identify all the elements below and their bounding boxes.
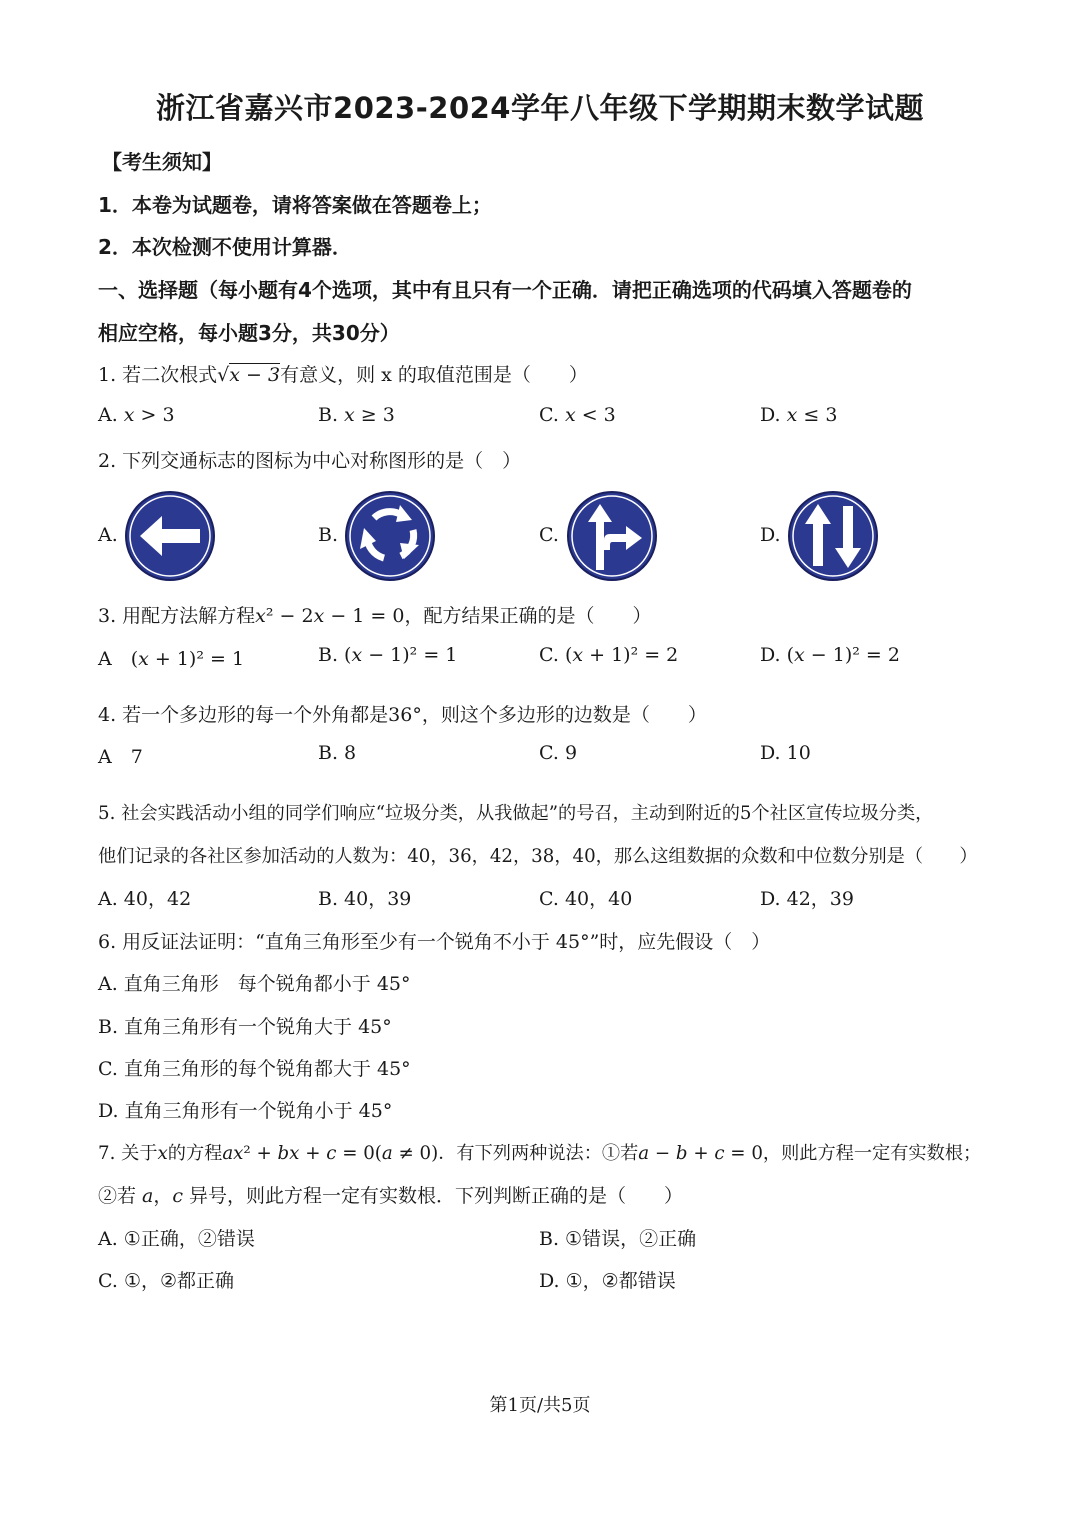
page-number: 第1页/共5页 [489, 1395, 591, 1416]
question-5-option-a: A. 40，42 [98, 888, 192, 910]
question-5-stem-line-1: 5. 社会实践活动小组的同学们响应“垃圾分类，从我做起”的号召，主动到附近的5个社区宣传垃圾分类， [98, 803, 934, 824]
question-1-stem-prefix: 1. 若二次根式 [98, 364, 218, 386]
radicand: x − 3 [229, 364, 281, 386]
question-1-option-c: C. 𝑥 < 3 [539, 404, 616, 426]
section-heading-line-1: 一、选择题（每小题有4个选项，其中有且只有一个正确．请把正确选项的代码填入答题卷的 [98, 278, 912, 302]
question-4-option-d: D. 10 [760, 742, 811, 764]
section-heading-line-2: 相应空格，每小题3分，共30分） [98, 321, 400, 345]
question-1-stem [98, 360, 588, 387]
question-1-option-a: A. 𝑥 > 3 [98, 404, 175, 426]
question-7-option-c: C. ①，②都正确 [98, 1270, 235, 1292]
question-3-option-b: B. (𝑥 − 1)² = 1 [318, 644, 458, 666]
question-5-stem-line-2: 他们记录的各社区参加活动的人数为：40，36，42，38，40，那么这组数据的众数和中位数分别是（ ） [98, 846, 978, 867]
question-2-option-b: B. [318, 524, 339, 546]
question-7-option-b: B. ①错误，②正确 [539, 1228, 697, 1250]
notice-item-2: 2．本次检测不使用计算器． [98, 235, 352, 259]
question-5-option-b: B. 40，39 [318, 888, 412, 910]
question-3-stem: 3. 用配方法解方程𝑥² − 2𝑥 − 1 = 0，配方结果正确的是（ ） [98, 605, 652, 627]
question-1-option-b: B. 𝑥 ≥ 3 [318, 404, 395, 426]
question-4-option-b: B. 8 [318, 742, 357, 764]
question-6-option-a: A. 直角三角形 每个锐角都小于 45° [98, 973, 411, 995]
question-4-option-c: C. 9 [539, 742, 578, 764]
question-6-stem: 6. 用反证法证明：“直角三角形至少有一个锐角不小于 45°”时，应先假设（ ） [98, 931, 771, 953]
straight-or-right-sign-icon [566, 490, 658, 582]
page-title: 浙江省嘉兴市2023-2024学年八年级下学期期末数学试题 [156, 91, 924, 125]
question-6-option-d: D. 直角三角形有一个锐角小于 45° [98, 1100, 393, 1122]
question-3-option-c: C. (𝑥 + 1)² = 2 [539, 644, 679, 666]
question-1-option-d: D. 𝑥 ≤ 3 [760, 404, 838, 426]
question-3-option-a: A (𝑥 + 1)² = 1 [98, 648, 245, 670]
question-2-option-d: D. [760, 524, 781, 546]
notice-item-1: 1．本卷为试题卷，请将答案做在答题卷上； [98, 193, 492, 217]
question-7-option-d: D. ①，②都错误 [539, 1270, 676, 1292]
question-4-stem: 4. 若一个多边形的每一个外角都是36°，则这个多边形的边数是（ ） [98, 704, 707, 726]
roundabout-sign-icon [344, 490, 436, 582]
question-6-option-c: C. 直角三角形的每个锐角都大于 45° [98, 1058, 411, 1080]
sqrt-symbol: √ [217, 364, 230, 386]
question-7-stem-line-2: ②若 𝑎，𝑐 异号，则此方程一定有实数根．下列判断正确的是（ ） [98, 1185, 684, 1207]
question-2-option-a: A. [98, 524, 118, 546]
question-3-option-d: D. (𝑥 − 1)² = 2 [760, 644, 900, 666]
question-6-option-b: B. 直角三角形有一个锐角大于 45° [98, 1016, 392, 1038]
question-4-option-a: A 7 [98, 746, 143, 768]
arrow-left-sign-icon [124, 490, 216, 582]
notice-heading: 【考生须知】 [102, 150, 222, 174]
question-7-option-a: A. ①正确，②错误 [98, 1228, 255, 1250]
question-2-option-c: C. [539, 524, 559, 546]
question-5-option-c: C. 40，40 [539, 888, 633, 910]
question-2-stem: 2. 下列交通标志的图标为中心对称图形的是（ ） [98, 450, 522, 472]
two-way-traffic-sign-icon [787, 490, 879, 582]
question-1-stem-suffix: 有意义，则 x 的取值范围是（ ） [280, 364, 588, 386]
question-7-stem-line-1: 7. 关于𝑥的方程𝑎𝑥² + 𝑏𝑥 + 𝑐 = 0(𝑎 ≠ 0)．有下列两种说法：①若𝑎 − 𝑏 + 𝑐 = 0，则此方程一定有实数根； [98, 1143, 982, 1164]
question-5-option-d: D. 42，39 [760, 888, 854, 910]
